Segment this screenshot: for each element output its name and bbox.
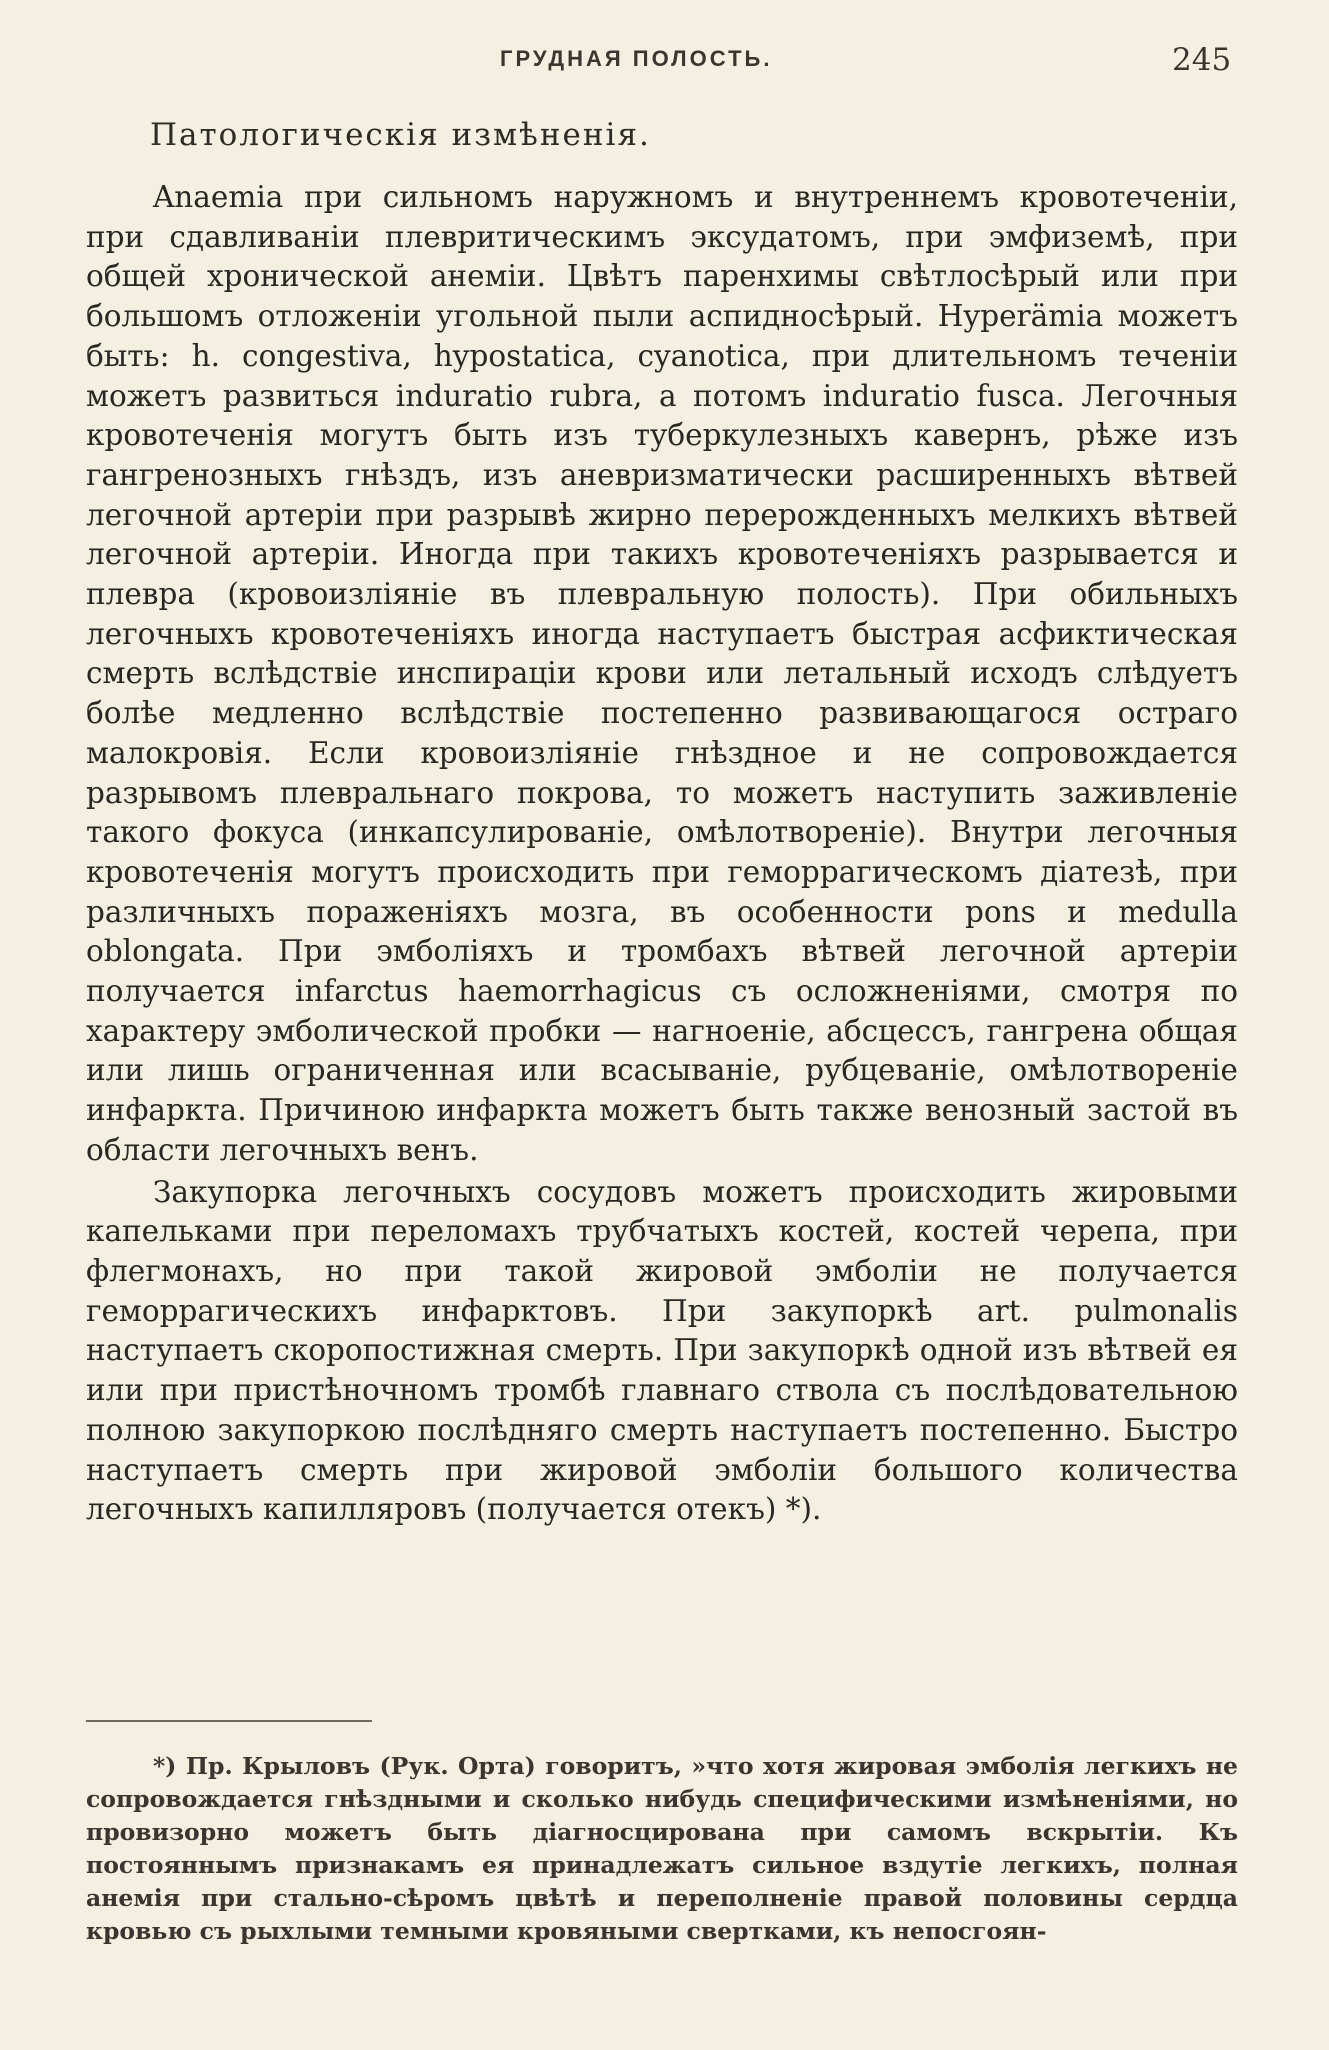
running-head: [0, 42, 1329, 82]
section-heading: Патологическія измѣненія.: [150, 117, 651, 153]
footnote-text: *) Пр. Крыловъ (Рук. Орта) говоритъ, »что хотя жировая эмболія легкихъ не сопровождается гнѣздными и сколько нибудь специфическими измѣненіями, но провизорно можетъ быть діагносцирована при самомъ вскрытіи. Къ постояннымъ признакамъ ея принадлежатъ сильное вздутіе легкихъ, полная анемія при стально-сѣромъ цвѣтѣ и переполненіе правой половины сердца кровью съ рыхлыми темными кровяными свертками, къ непосгоян-: [86, 1752, 1238, 1945]
footnote-divider: [86, 1720, 372, 1722]
running-title: ГРУДНАЯ ПОЛОСТЬ.: [500, 46, 773, 71]
page-number: 245: [1172, 42, 1232, 78]
paragraph-anaemia: Anaemia при сильномъ наружномъ и внутреннемъ кровотеченіи, при сдавливаніи плевритическимъ эксудатомъ, при эмфиземѣ, при общей хронической анеміи. Цвѣтъ паренхимы свѣтлосѣрый или при большомъ отложеніи угольной пыли аспидносѣрый. Hyperämia можетъ быть: h. congestiva, hypostatica, cyanotica, при длительномъ теченіи можетъ развиться induratio rubra, а потомъ induratio fusca. Легочныя кровотеченія могутъ быть изъ туберкулезныхъ кавернъ, рѣже изъ гангренозныхъ гнѣздъ, изъ аневризматически расширенныхъ вѣтвей легочной артеріи при разрывѣ жирно перерожденныхъ мелкихъ вѣтвей легочной артеріи. Иногда при такихъ кровотеченіяхъ разрывается и плевра (кровоизліяніе въ плевральную полость). При обильныхъ легочныхъ кровотеченіяхъ иногда наступаетъ быстрая асфиктическая смерть вслѣдствіе инспираціи крови или летальный исходъ слѣдуетъ болѣе медленно вслѣдствіе постепенно развивающагося остраго малокровія. Если кровоизліяніе гнѣздное и не сопровождается разрывомъ плевральнаго покрова, то можетъ наступить заживленіе такого фокуса (инкапсулированіе, омѣлотвореніе). Внутри легочныя кровотеченія могутъ происходить при геморрагическомъ діатезѣ, при различныхъ пораженіяхъ мозга, въ особенности pons и medulla oblongata. При эмболіяхъ и тромбахъ вѣтвей легочной артеріи получается infarctus haemorrhagicus съ осложненіями, смотря по характеру эмболической пробки — нагноеніе, абсцессъ, гангрена общая или лишь ограниченная или всасываніе, рубцеваніе, омѣлотвореніе инфаркта. Причиною инфаркта можетъ быть также венозный застой въ области легочныхъ венъ.: [86, 180, 1238, 1167]
body-text: [86, 178, 1238, 1530]
footnote: [86, 1750, 1238, 1948]
paragraph-embolism: Закупорка легочныхъ сосудовъ можетъ происходить жировыми капельками при переломахъ трубчатыхъ костей, костей черепа, при флегмонахъ, но при такой жировой эмболіи не получается геморрагическихъ инфарктовъ. При закупоркѣ art. pulmonalis наступаетъ скоропостижная смерть. При закупоркѣ одной изъ вѣтвей ея или при пристѣночномъ тромбѣ главнаго ствола съ послѣдовательною полною закупоркою послѣдняго смерть наступаетъ постепенно. Быстро наступаетъ смерть при жировой эмболіи большого количества легочныхъ капилляровъ (получается отекъ) *).: [86, 1174, 1238, 1527]
